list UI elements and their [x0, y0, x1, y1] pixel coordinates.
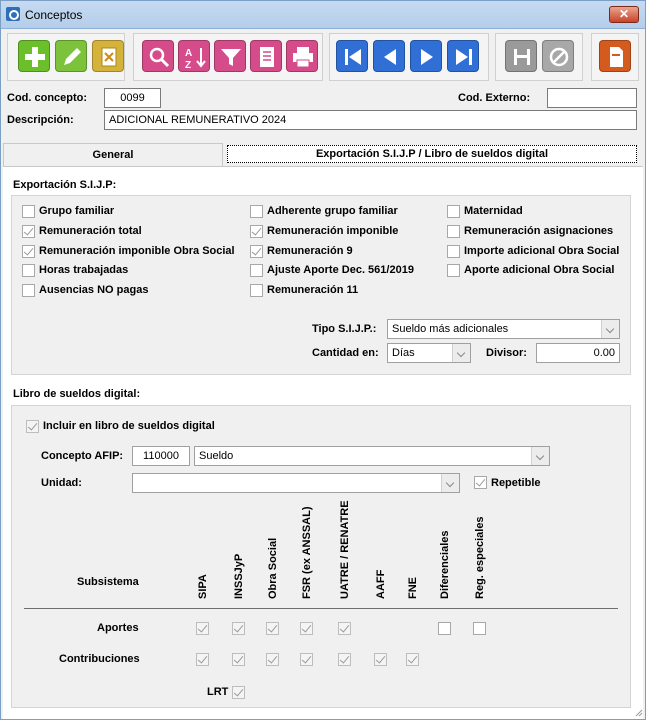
- sijp-group: [11, 195, 631, 375]
- row-label-contribuciones: Contribuciones: [59, 653, 140, 665]
- sijp-group-title: Exportación S.I.J.P:: [13, 179, 117, 191]
- grupo-familiar-label: Grupo familiar: [39, 205, 115, 217]
- contribuciones-inssjyp-checkbox[interactable]: [232, 653, 245, 666]
- remuneracion-11-checkbox[interactable]: [250, 284, 263, 297]
- descripcion-label: Descripción:: [7, 114, 74, 126]
- cancel-icon: [543, 41, 575, 73]
- sort-button[interactable]: [178, 40, 210, 72]
- contribuciones-uatre-checkbox[interactable]: [338, 653, 351, 666]
- chevron-down-icon: [452, 344, 470, 362]
- ausencias-no-pagas-label: Ausencias NO pagas: [39, 284, 149, 296]
- importe-adicional-os-checkbox[interactable]: [447, 245, 460, 258]
- remuneracion-imponible-checkbox[interactable]: [250, 225, 263, 238]
- repetible-checkbox[interactable]: [474, 476, 487, 489]
- cod-externo-label: Cod. Externo:: [458, 92, 531, 104]
- aportes-inssjyp-checkbox[interactable]: [232, 622, 245, 635]
- cod-concepto-label: Cod. concepto:: [7, 92, 88, 104]
- title-bar: [1, 1, 645, 29]
- aportes-diferenciales-checkbox[interactable]: [438, 622, 451, 635]
- toolbar-group-edit: [7, 33, 125, 81]
- remuneracion-total-label: Remuneración total: [39, 225, 142, 237]
- table-divider: [24, 608, 618, 609]
- remuneracion-imponible-os-checkbox[interactable]: [22, 245, 35, 258]
- toolbar-group-navigation: [329, 33, 489, 81]
- cancel-button[interactable]: [542, 40, 574, 72]
- libro-group: [11, 405, 631, 708]
- delete-button[interactable]: [92, 40, 124, 72]
- toolbar: [7, 33, 639, 81]
- resize-grip-icon[interactable]: [633, 707, 643, 717]
- remuneracion-11-label: Remuneración 11: [267, 284, 359, 296]
- divisor-label: Divisor:: [486, 347, 527, 359]
- col-header-diferenciales: Diferenciales: [439, 530, 451, 599]
- report-icon: [251, 41, 283, 73]
- remuneracion-asignaciones-label: Remuneración asignaciones: [464, 225, 614, 237]
- next-record-button[interactable]: [410, 40, 442, 72]
- subsistema-label: Subsistema: [77, 576, 139, 588]
- chevron-down-icon: [441, 474, 459, 492]
- col-header-fsr: FSR (ex ANSSAL): [301, 506, 313, 599]
- previous-record-icon: [374, 41, 406, 73]
- chevron-down-icon: [531, 447, 549, 465]
- descripcion-field[interactable]: ADICIONAL REMUNERATIVO 2024: [104, 110, 637, 130]
- edit-button[interactable]: [55, 40, 87, 72]
- remuneracion-asignaciones-checkbox[interactable]: [447, 225, 460, 238]
- aportes-sipa-checkbox[interactable]: [196, 622, 209, 635]
- tab-exportacion-sijp[interactable]: Exportación S.I.J.P / Libro de sueldos digital: [227, 145, 637, 163]
- save-icon: [506, 41, 538, 73]
- cantidad-en-select[interactable]: [387, 343, 471, 363]
- incluir-libro-label: Incluir en libro de sueldos digital: [43, 420, 215, 432]
- filter-button[interactable]: [214, 40, 246, 72]
- cantidad-en-label: Cantidad en:: [312, 347, 379, 359]
- remuneracion-imponible-os-label: Remuneración imponible Obra Social: [39, 245, 235, 257]
- concepto-afip-label: Concepto AFIP:: [41, 450, 124, 462]
- aporte-adicional-os-checkbox[interactable]: [447, 264, 460, 277]
- close-button[interactable]: ✕: [609, 6, 639, 23]
- svg-text:A: A: [185, 48, 193, 59]
- last-record-button[interactable]: [447, 40, 479, 72]
- col-header-uatre: UATRE / RENATRE: [339, 500, 351, 599]
- remuneracion-total-checkbox[interactable]: [22, 225, 35, 238]
- svg-text:Z: Z: [185, 60, 192, 71]
- last-record-icon: [448, 41, 480, 73]
- app-search-icon: [6, 7, 20, 21]
- chevron-down-icon: [601, 320, 619, 338]
- delete-icon: [93, 41, 125, 73]
- toolbar-group-save: [495, 33, 583, 81]
- cantidad-en-value: Días: [392, 347, 415, 359]
- col-header-sipa: SIPA: [197, 574, 209, 599]
- edit-icon: [56, 41, 88, 73]
- search-button[interactable]: [142, 40, 174, 72]
- save-button[interactable]: [505, 40, 537, 72]
- sort-az-icon: [179, 41, 211, 73]
- horas-trabajadas-label: Horas trabajadas: [39, 264, 129, 276]
- tab-general[interactable]: General: [3, 143, 223, 167]
- col-header-aaff: AAFF: [375, 569, 387, 599]
- horas-trabajadas-checkbox[interactable]: [22, 264, 35, 277]
- tab-panel-exportacion: [3, 166, 643, 719]
- search-icon: [143, 41, 175, 73]
- grupo-familiar-checkbox[interactable]: [22, 205, 35, 218]
- concepto-afip-desc: Sueldo: [199, 450, 234, 462]
- export-document-icon: [600, 41, 632, 73]
- col-header-fne: FNE: [407, 577, 419, 599]
- aportes-obra-social-checkbox[interactable]: [266, 622, 279, 635]
- print-button[interactable]: [286, 40, 318, 72]
- export-document-button[interactable]: [599, 40, 631, 72]
- ausencias-no-pagas-checkbox[interactable]: [22, 284, 35, 297]
- contribuciones-fsr-checkbox[interactable]: [300, 653, 313, 666]
- col-header-reg-especiales: Reg. especiales: [474, 516, 486, 599]
- remuneracion-imponible-label: Remuneración imponible: [267, 225, 399, 237]
- cod-externo-field[interactable]: [547, 88, 637, 108]
- maternidad-checkbox[interactable]: [447, 205, 460, 218]
- repetible-label: Repetible: [491, 477, 541, 489]
- unidad-label: Unidad:: [41, 477, 82, 489]
- adherente-grupo-familiar-label: Adherente grupo familiar: [267, 205, 398, 217]
- aporte-adicional-os-label: Aporte adicional Obra Social: [464, 264, 615, 276]
- divisor-field[interactable]: 0.00: [536, 343, 620, 363]
- aportes-reg-especiales-checkbox[interactable]: [473, 622, 486, 635]
- unidad-select[interactable]: [132, 473, 460, 493]
- concepto-afip-code-field[interactable]: 110000: [132, 446, 190, 466]
- tipo-sijp-select[interactable]: [387, 319, 620, 339]
- aportes-fsr-checkbox[interactable]: [300, 622, 313, 635]
- lrt-label: LRT: [207, 686, 229, 698]
- concepto-afip-select[interactable]: [194, 446, 550, 466]
- importe-adicional-os-label: Importe adicional Obra Social: [464, 245, 620, 257]
- aportes-uatre-checkbox[interactable]: [338, 622, 351, 635]
- filter-icon: [215, 41, 247, 73]
- cod-concepto-field[interactable]: 0099: [104, 88, 161, 108]
- incluir-libro-checkbox[interactable]: [26, 420, 39, 433]
- col-header-obra-social: Obra Social: [267, 537, 279, 599]
- add-icon: [19, 41, 51, 73]
- adherente-grupo-familiar-checkbox[interactable]: [250, 205, 263, 218]
- libro-group-title: Libro de sueldos digital:: [13, 388, 141, 400]
- tipo-sijp-value: Sueldo más adicionales: [392, 323, 509, 335]
- first-record-button[interactable]: [336, 40, 368, 72]
- ajuste-aporte-label: Ajuste Aporte Dec. 561/2019: [267, 264, 414, 276]
- remuneracion-9-label: Remuneración 9: [267, 245, 353, 257]
- contribuciones-obra-social-checkbox[interactable]: [266, 653, 279, 666]
- maternidad-label: Maternidad: [464, 205, 523, 217]
- add-button[interactable]: [18, 40, 50, 72]
- tipo-sijp-label: Tipo S.I.J.P.:: [312, 323, 377, 335]
- lrt-checkbox[interactable]: [232, 686, 245, 699]
- contribuciones-fne-checkbox[interactable]: [406, 653, 419, 666]
- first-record-icon: [337, 41, 369, 73]
- print-icon: [287, 41, 319, 73]
- contribuciones-aaff-checkbox[interactable]: [374, 653, 387, 666]
- report-button[interactable]: [250, 40, 282, 72]
- toolbar-group-export: [591, 33, 639, 81]
- window-title: Conceptos: [25, 8, 83, 22]
- remuneracion-9-checkbox[interactable]: [250, 245, 263, 258]
- row-label-aportes: Aportes: [97, 622, 139, 634]
- col-header-inssjyp: INSSJyP: [233, 553, 245, 599]
- next-record-icon: [411, 41, 443, 73]
- ajuste-aporte-checkbox[interactable]: [250, 264, 263, 277]
- contribuciones-sipa-checkbox[interactable]: [196, 653, 209, 666]
- toolbar-group-tools: [133, 33, 323, 81]
- previous-record-button[interactable]: [373, 40, 405, 72]
